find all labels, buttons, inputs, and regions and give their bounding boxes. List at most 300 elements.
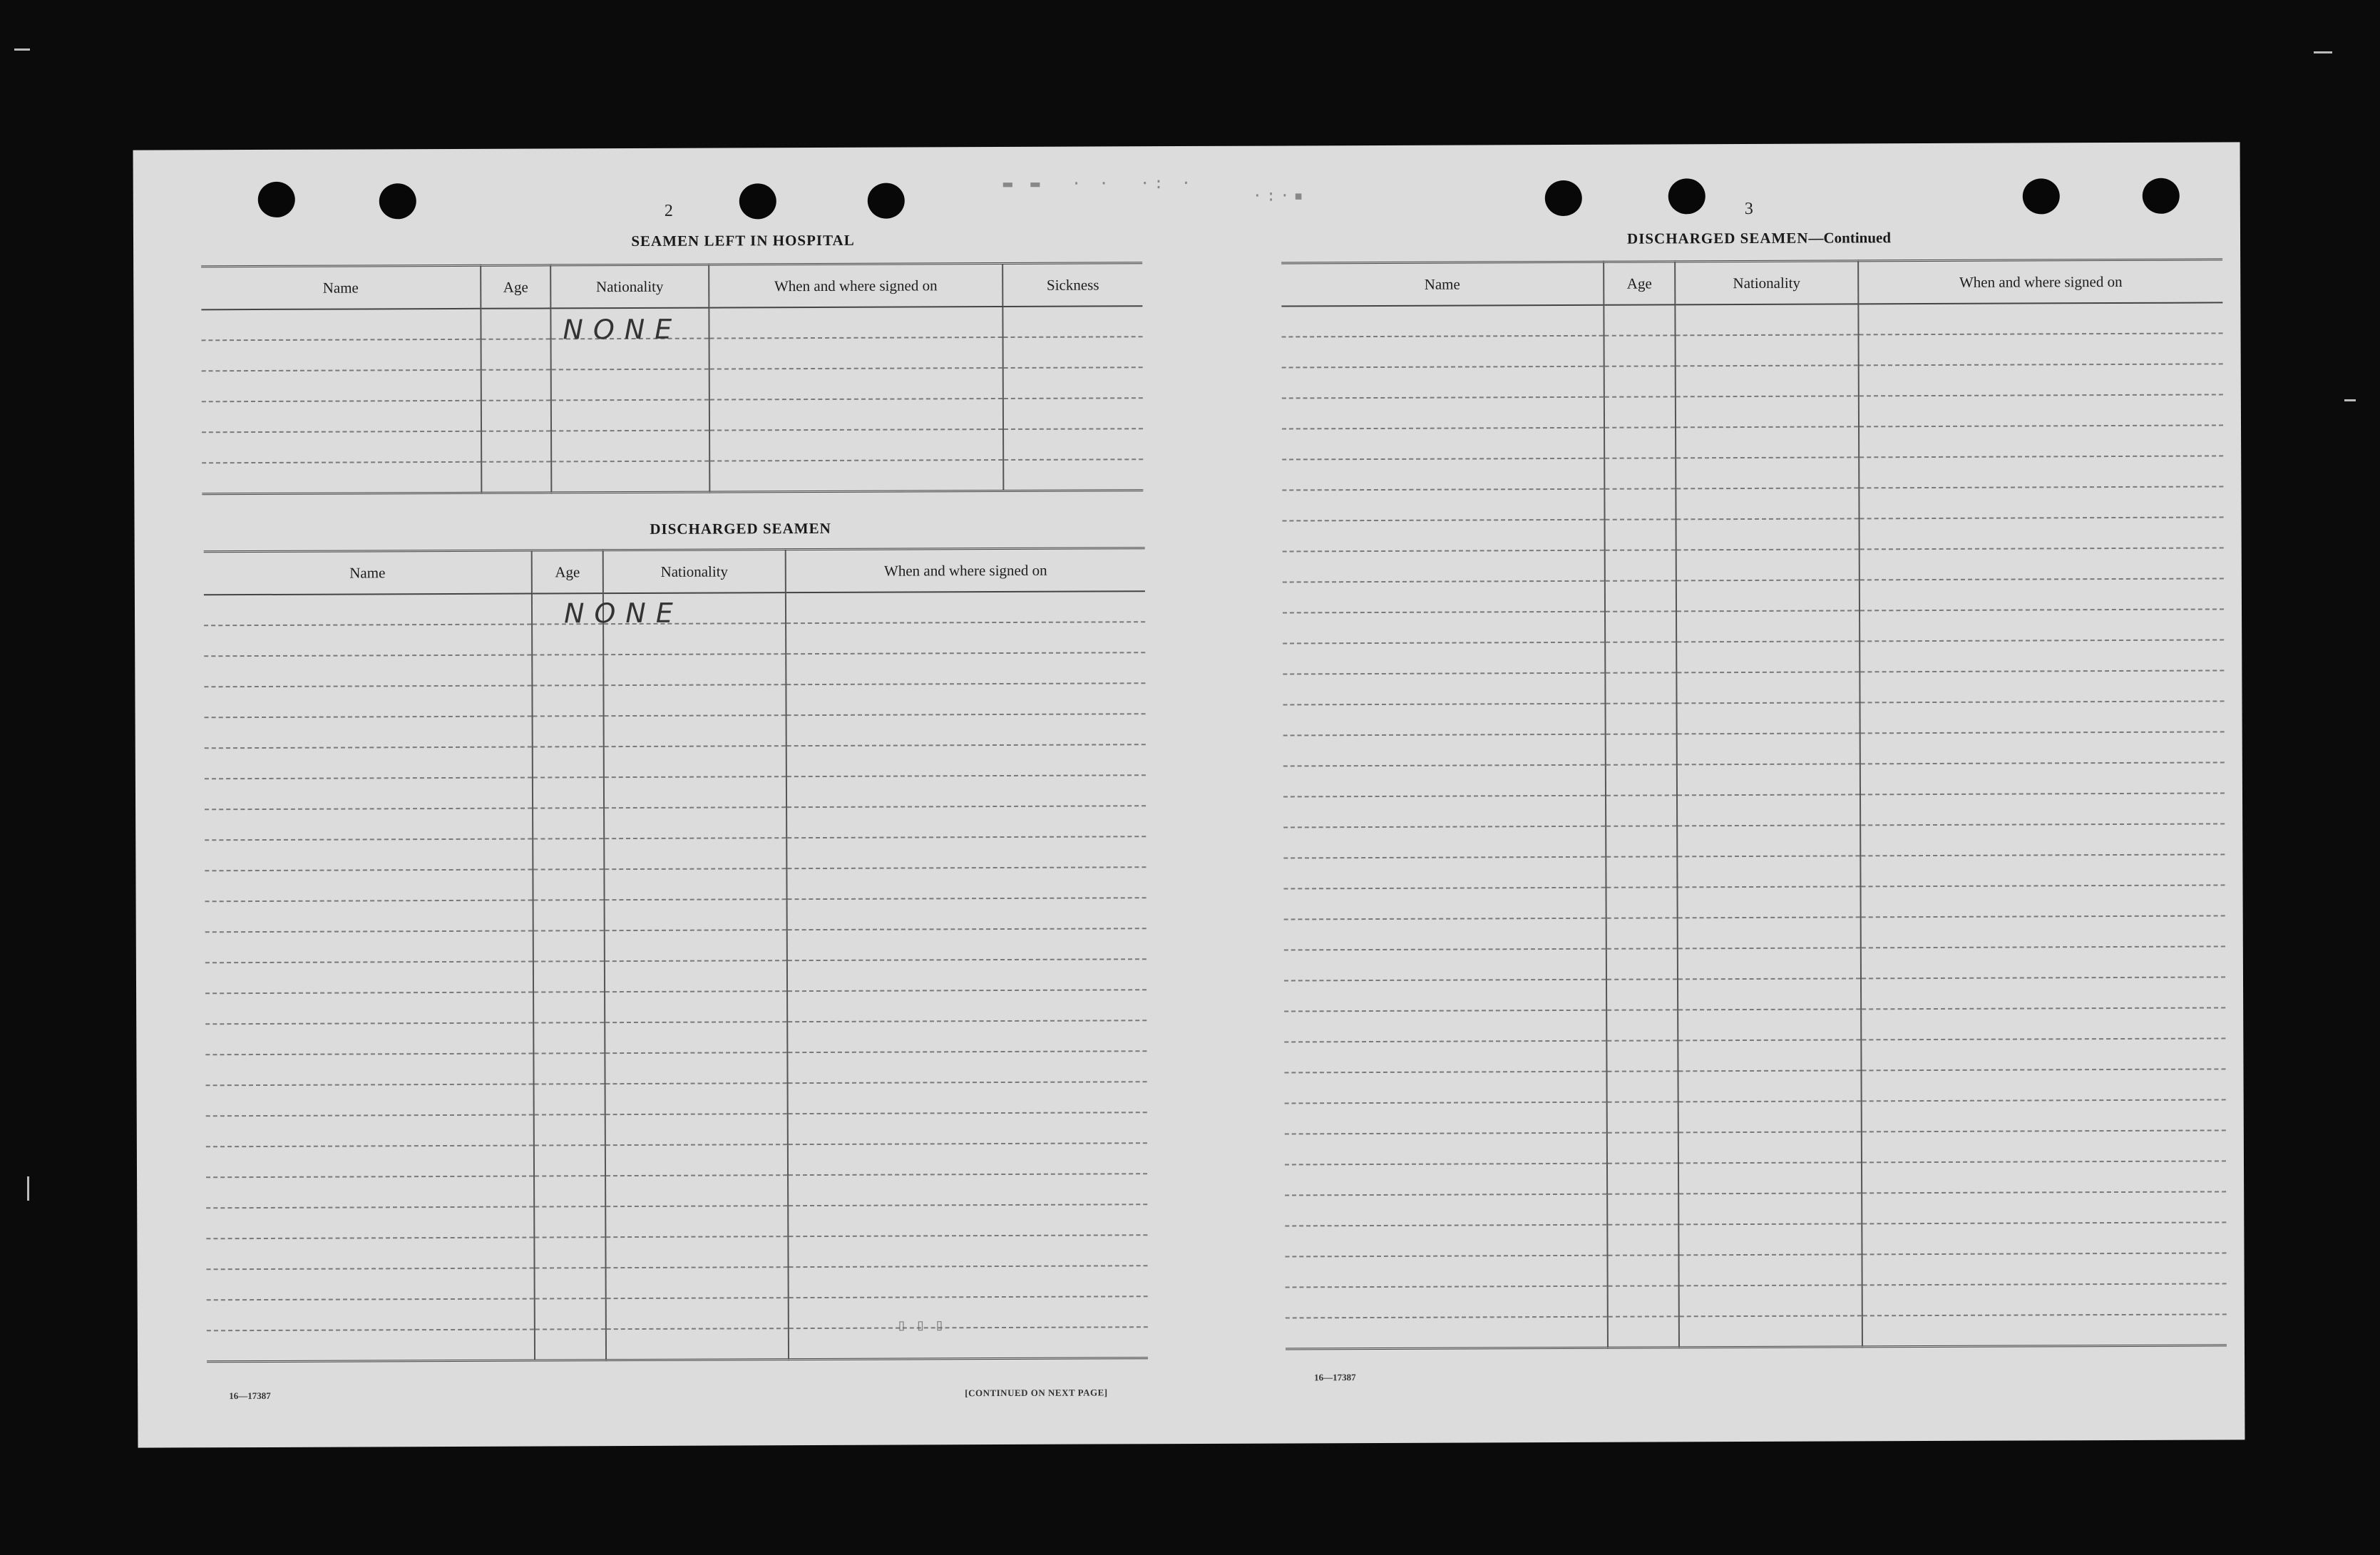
- table-cell: [605, 1206, 788, 1237]
- table-cell: [551, 400, 709, 431]
- table-cell: [534, 1237, 605, 1268]
- column-header-name: Name: [1281, 262, 1604, 306]
- table-row: [1284, 946, 2225, 980]
- column-header-nationality: Nationality: [1675, 261, 1858, 304]
- table-cell: [1283, 704, 1606, 736]
- table-row: [1284, 885, 2225, 919]
- table-cell: [1282, 336, 1604, 368]
- table-cell: [786, 652, 1145, 684]
- table-cell: [1607, 1224, 1678, 1255]
- table-row: [1283, 609, 2224, 643]
- table-cell: [1281, 305, 1604, 337]
- table-cell: [202, 431, 481, 463]
- hospital-table: [201, 262, 1143, 495]
- table-cell: [786, 806, 1146, 838]
- table-cell: [603, 684, 786, 716]
- table-cell: [786, 867, 1146, 899]
- table-cell: [786, 622, 1145, 654]
- table-cell: [787, 959, 1147, 991]
- table-cell: [1606, 795, 1677, 826]
- table-row: [1282, 425, 2223, 459]
- table-cell: [1003, 398, 1143, 429]
- table-cell: [605, 1144, 788, 1176]
- table-cell: [535, 1298, 606, 1329]
- column-header-signed-on: When and where signed on: [1858, 260, 2222, 304]
- table-row: [205, 928, 1147, 963]
- table-cell: [1678, 1223, 1862, 1255]
- column-header-age: Age: [1604, 262, 1675, 305]
- table-row: [205, 1020, 1147, 1054]
- table-cell: [1860, 548, 2224, 580]
- table-cell: [709, 429, 1003, 461]
- table-row: [205, 959, 1147, 993]
- table-cell: [1859, 394, 2223, 426]
- table-cell: [532, 655, 603, 685]
- table-cell: [1860, 762, 2225, 794]
- table-cell: [605, 1052, 787, 1084]
- table-cell: [1606, 918, 1678, 948]
- table-row: [1285, 1099, 2226, 1134]
- table-cell: [1678, 1193, 1862, 1224]
- column-header-nationality: Nationality: [603, 550, 786, 593]
- table-cell: [205, 1023, 533, 1055]
- table-row: [1285, 1161, 2226, 1195]
- table-cell: [786, 591, 1145, 623]
- table-cell: [709, 399, 1003, 431]
- table-cell: [1860, 823, 2225, 856]
- table-cell: [709, 337, 1003, 369]
- table-cell: [206, 1146, 534, 1178]
- top-smudge: ▬ ▬ · · ·: ·: [1002, 174, 1196, 193]
- table-cell: [205, 1054, 533, 1086]
- table-cell: [787, 898, 1147, 930]
- table-row: [206, 1235, 1147, 1269]
- table-cell: [533, 900, 605, 930]
- table-cell: [1860, 578, 2224, 610]
- table-cell: [1676, 488, 1859, 519]
- table-cell: [1283, 765, 1606, 797]
- table-cell: [535, 1329, 606, 1360]
- table-cell: [605, 1175, 788, 1206]
- table-cell: [481, 431, 551, 461]
- scan-mark: [14, 48, 30, 51]
- table-cell: [1676, 672, 1860, 703]
- table-row: [1282, 486, 2223, 520]
- punch-hole: [379, 183, 416, 219]
- table-cell: [207, 1268, 535, 1300]
- table-row: [205, 836, 1146, 871]
- table-cell: [1282, 458, 1604, 491]
- discharged-section-title: DISCHARGED SEAMEN: [650, 519, 831, 538]
- table-cell: [1678, 1162, 1862, 1194]
- table-cell: [603, 654, 786, 685]
- table-cell: [206, 1084, 534, 1117]
- table-cell: [204, 594, 532, 626]
- scan-mark: [2314, 51, 2332, 53]
- table-row: [1283, 701, 2225, 735]
- discharged-continued-title-main: DISCHARGED SEAMEN: [1626, 229, 1809, 247]
- table-cell: [1861, 1007, 2225, 1040]
- table-cell: [533, 746, 604, 777]
- table-row: [206, 1174, 1147, 1208]
- table-cell: [1678, 1009, 1861, 1040]
- table-cell: [1678, 1070, 1861, 1102]
- table-cell: [205, 931, 533, 963]
- table-cell: [206, 1176, 534, 1208]
- ledger-sheet: [133, 142, 2245, 1447]
- table-cell: [1676, 365, 1859, 396]
- table-cell: [1859, 425, 2223, 457]
- table-cell: [533, 961, 605, 992]
- table-cell: [204, 655, 532, 687]
- table-cell: [1859, 456, 2223, 488]
- table-cell: [534, 1145, 605, 1176]
- table-cell: [535, 1268, 606, 1298]
- table-cell: [1285, 1164, 1607, 1196]
- table-cell: [1605, 611, 1676, 642]
- table-cell: [1283, 734, 1606, 766]
- table-cell: [1859, 486, 2223, 518]
- table-cell: [788, 1204, 1147, 1236]
- table-cell: [605, 1114, 788, 1145]
- table-cell: [1285, 1256, 1607, 1288]
- table-row: [202, 428, 1143, 463]
- table-cell: [1861, 1069, 2225, 1101]
- table-row: [206, 1143, 1147, 1177]
- table-cell: [789, 1296, 1148, 1328]
- table-cell: [1676, 457, 1859, 488]
- column-header-sickness: Sickness: [1002, 263, 1142, 307]
- table-cell: [1604, 396, 1676, 427]
- table-cell: [1282, 489, 1604, 521]
- table-cell: [1003, 428, 1143, 460]
- table-cell: [1283, 520, 1605, 552]
- table-cell: [204, 686, 532, 718]
- column-header-name: Name: [204, 550, 532, 595]
- table-cell: [1677, 825, 1860, 856]
- table-cell: [1678, 948, 1861, 979]
- table-cell: [1285, 1102, 1607, 1134]
- table-cell: [1678, 978, 1861, 1010]
- table-cell: [551, 461, 709, 493]
- table-cell: [1605, 580, 1676, 611]
- page-number-right: 3: [1744, 199, 1753, 219]
- table-row: [1283, 670, 2224, 704]
- table-cell: [1678, 886, 1861, 918]
- table-row: [1282, 394, 2223, 428]
- table-row: [1281, 302, 2222, 337]
- table-cell: [207, 1299, 535, 1331]
- table-cell: [1607, 1132, 1678, 1163]
- table-cell: [605, 899, 787, 930]
- faint-stamp: ▯ ▯ ▯: [896, 1316, 945, 1335]
- punch-hole: [2143, 178, 2180, 214]
- discharged-continued-table: [1281, 258, 2227, 1350]
- discharged-continued-title-suffix: —Continued: [1808, 229, 1892, 247]
- table-row: [207, 1266, 1148, 1300]
- table-cell: [1607, 1102, 1678, 1132]
- table-row: [202, 398, 1143, 432]
- table-cell: [1860, 732, 2225, 764]
- table-cell: [207, 1330, 535, 1362]
- table-cell: [205, 809, 533, 841]
- table-row: [207, 1327, 1148, 1362]
- table-row: [205, 806, 1146, 840]
- table-cell: [1676, 518, 1860, 550]
- table-cell: [205, 962, 533, 994]
- table-row: [205, 990, 1147, 1024]
- table-row: [1283, 732, 2225, 766]
- table-cell: [605, 960, 787, 992]
- table-cell: [1677, 764, 1860, 795]
- table-cell: [533, 1022, 605, 1053]
- table-cell: [1860, 854, 2225, 886]
- table-cell: [787, 1020, 1147, 1052]
- table-cell: [606, 1267, 789, 1298]
- table-cell: [1677, 794, 1860, 826]
- table-cell: [205, 747, 533, 779]
- table-cell: [481, 369, 551, 400]
- table-row: [204, 652, 1145, 687]
- table-cell: [204, 625, 532, 657]
- table-cell: [533, 869, 604, 900]
- table-row: [1282, 456, 2223, 490]
- table-cell: [533, 808, 604, 838]
- table-cell: [206, 1207, 534, 1239]
- table-cell: [1605, 519, 1676, 550]
- table-cell: [1862, 1130, 2226, 1162]
- table-cell: [205, 839, 533, 871]
- table-cell: [205, 870, 533, 902]
- table-cell: [1605, 642, 1676, 672]
- table-cell: [1003, 337, 1143, 368]
- column-header-nationality: Nationality: [550, 265, 709, 308]
- table-cell: [1862, 1314, 2227, 1346]
- table-cell: [1606, 1071, 1678, 1102]
- table-row: [1284, 1069, 2225, 1103]
- table-cell: [1858, 302, 2222, 334]
- table-cell: [551, 369, 709, 401]
- table-cell: [1282, 397, 1604, 429]
- table-row: [1283, 793, 2225, 827]
- column-header-name: Name: [201, 265, 481, 309]
- column-header-signed-on: When and where signed on: [786, 548, 1145, 592]
- table-cell: [205, 900, 533, 933]
- table-cell: [787, 990, 1147, 1022]
- table-cell: [1860, 701, 2225, 733]
- table-cell: [1677, 702, 1860, 734]
- table-cell: [1862, 1099, 2226, 1131]
- table-cell: [1606, 703, 1677, 734]
- continued-note: [CONTINUED ON NEXT PAGE]: [965, 1387, 1108, 1399]
- table-cell: [533, 930, 605, 961]
- table-cell: [1607, 1163, 1678, 1194]
- table-cell: [1283, 857, 1606, 889]
- table-row: [202, 459, 1143, 494]
- table-cell: [1861, 946, 2225, 978]
- table-cell: [605, 1083, 788, 1114]
- table-cell: [789, 1327, 1148, 1359]
- table-cell: [1283, 642, 1605, 674]
- table-cell: [481, 339, 551, 369]
- table-cell: [604, 776, 786, 808]
- punch-hole: [258, 182, 295, 217]
- table-cell: [1678, 917, 1861, 948]
- table-cell: [605, 991, 787, 1022]
- table-cell: [786, 683, 1145, 715]
- table-cell: [1604, 366, 1676, 396]
- table-cell: [1606, 1040, 1678, 1071]
- table-cell: [1678, 1131, 1862, 1163]
- table-cell: [1285, 1225, 1607, 1257]
- table-row: [205, 867, 1146, 901]
- table-cell: [604, 715, 786, 746]
- top-smudge: ·:·▪: [1252, 187, 1308, 205]
- table-cell: [604, 807, 786, 838]
- table-cell: [1283, 581, 1605, 613]
- table-cell: [1003, 367, 1143, 399]
- table-cell: [1284, 1072, 1606, 1104]
- table-cell: [1606, 764, 1677, 795]
- table-row: [1285, 1222, 2226, 1256]
- table-cell: [206, 1238, 534, 1270]
- table-cell: [789, 1266, 1148, 1298]
- table-cell: [1607, 1255, 1678, 1285]
- column-header-signed-on: When and where signed on: [709, 263, 1002, 307]
- punch-hole: [1668, 178, 1706, 214]
- table-cell: [709, 368, 1003, 400]
- table-cell: [481, 400, 551, 431]
- table-cell: [533, 992, 605, 1022]
- table-row: [1286, 1314, 2227, 1349]
- table-cell: [1862, 1191, 2226, 1223]
- table-row: [205, 1051, 1147, 1085]
- table-cell: [1860, 670, 2224, 702]
- table-cell: [1283, 826, 1606, 858]
- table-row: [205, 714, 1146, 748]
- table-cell: [1606, 856, 1677, 887]
- table-row: [1284, 1007, 2225, 1042]
- table-cell: [1284, 1010, 1606, 1042]
- table-row: [1285, 1130, 2226, 1164]
- handwritten-none-discharged: NONE: [563, 597, 683, 630]
- table-cell: [201, 309, 481, 341]
- table-cell: [606, 1298, 789, 1329]
- table-row: [205, 744, 1146, 779]
- table-cell: [786, 714, 1146, 746]
- table-cell: [1283, 612, 1605, 644]
- discharged-continued-title: [1474, 228, 2044, 248]
- table-cell: [533, 716, 604, 746]
- form-number-left: 16—17387: [229, 1390, 271, 1402]
- table-cell: [1676, 610, 1860, 642]
- table-row: [207, 1296, 1148, 1330]
- table-cell: [1860, 793, 2225, 825]
- table-cell: [1679, 1315, 1862, 1347]
- form-number-right: 16—17387: [1314, 1372, 1356, 1383]
- table-cell: [1604, 488, 1676, 519]
- table-row: [1284, 977, 2225, 1011]
- table-cell: [709, 460, 1003, 492]
- table-cell: [1679, 1285, 1862, 1316]
- table-cell: [533, 1053, 605, 1084]
- table-cell: [1606, 826, 1677, 856]
- table-cell: [1606, 887, 1678, 918]
- table-cell: [1678, 1101, 1862, 1132]
- column-header-age: Age: [481, 265, 550, 309]
- table-row: [1283, 854, 2225, 888]
- table-cell: [1676, 641, 1860, 672]
- table-cell: [1607, 1194, 1678, 1224]
- table-cell: [786, 744, 1146, 776]
- table-cell: [788, 1174, 1147, 1206]
- table-cell: [1861, 1038, 2225, 1070]
- table-cell: [1861, 885, 2225, 917]
- table-header-row: [1281, 260, 2222, 307]
- table-cell: [1675, 304, 1858, 335]
- table-cell: [532, 685, 603, 716]
- table-cell: [1862, 1253, 2226, 1285]
- handwritten-none-hospital: NONE: [563, 313, 682, 346]
- table-cell: [1284, 949, 1606, 981]
- table-cell: [1282, 428, 1604, 460]
- table-cell: [1003, 459, 1143, 491]
- table-cell: [605, 1022, 787, 1053]
- table-row: [1282, 364, 2223, 398]
- table-cell: [1859, 333, 2223, 365]
- table-cell: [709, 307, 1002, 339]
- table-row: [204, 683, 1145, 717]
- punch-hole: [739, 183, 776, 219]
- table-cell: [1677, 733, 1860, 764]
- table-cell: [533, 838, 604, 869]
- table-cell: [1604, 304, 1675, 335]
- table-cell: [202, 339, 481, 371]
- table-cell: [1002, 306, 1142, 337]
- table-cell: [1677, 856, 1860, 887]
- table-cell: [1283, 550, 1605, 583]
- page-number-left: 2: [664, 201, 673, 220]
- table-row: [1283, 762, 2225, 796]
- table-row: [1286, 1283, 2227, 1318]
- table-cell: [787, 1051, 1147, 1083]
- table-cell: [1285, 1133, 1607, 1165]
- table-cell: [605, 1236, 788, 1268]
- table-row: [1283, 640, 2224, 674]
- table-cell: [1860, 517, 2224, 549]
- table-cell: [1284, 1041, 1606, 1073]
- table-row: [202, 367, 1143, 401]
- table-cell: [1608, 1285, 1679, 1316]
- table-cell: [1676, 396, 1859, 427]
- table-cell: [788, 1235, 1147, 1267]
- table-row: [1283, 823, 2225, 858]
- table-cell: [1604, 427, 1676, 458]
- table-cell: [1676, 580, 1860, 611]
- table-row: [205, 898, 1147, 932]
- table-cell: [534, 1206, 605, 1237]
- table-row: [206, 1082, 1147, 1116]
- table-cell: [604, 746, 786, 777]
- table-cell: [1286, 1317, 1608, 1349]
- table-cell: [1859, 364, 2223, 396]
- table-cell: [1606, 1010, 1678, 1040]
- table-cell: [786, 775, 1146, 807]
- table-cell: [1861, 977, 2225, 1009]
- table-row: [206, 1112, 1147, 1146]
- table-cell: [788, 1112, 1147, 1144]
- table-cell: [1860, 640, 2224, 672]
